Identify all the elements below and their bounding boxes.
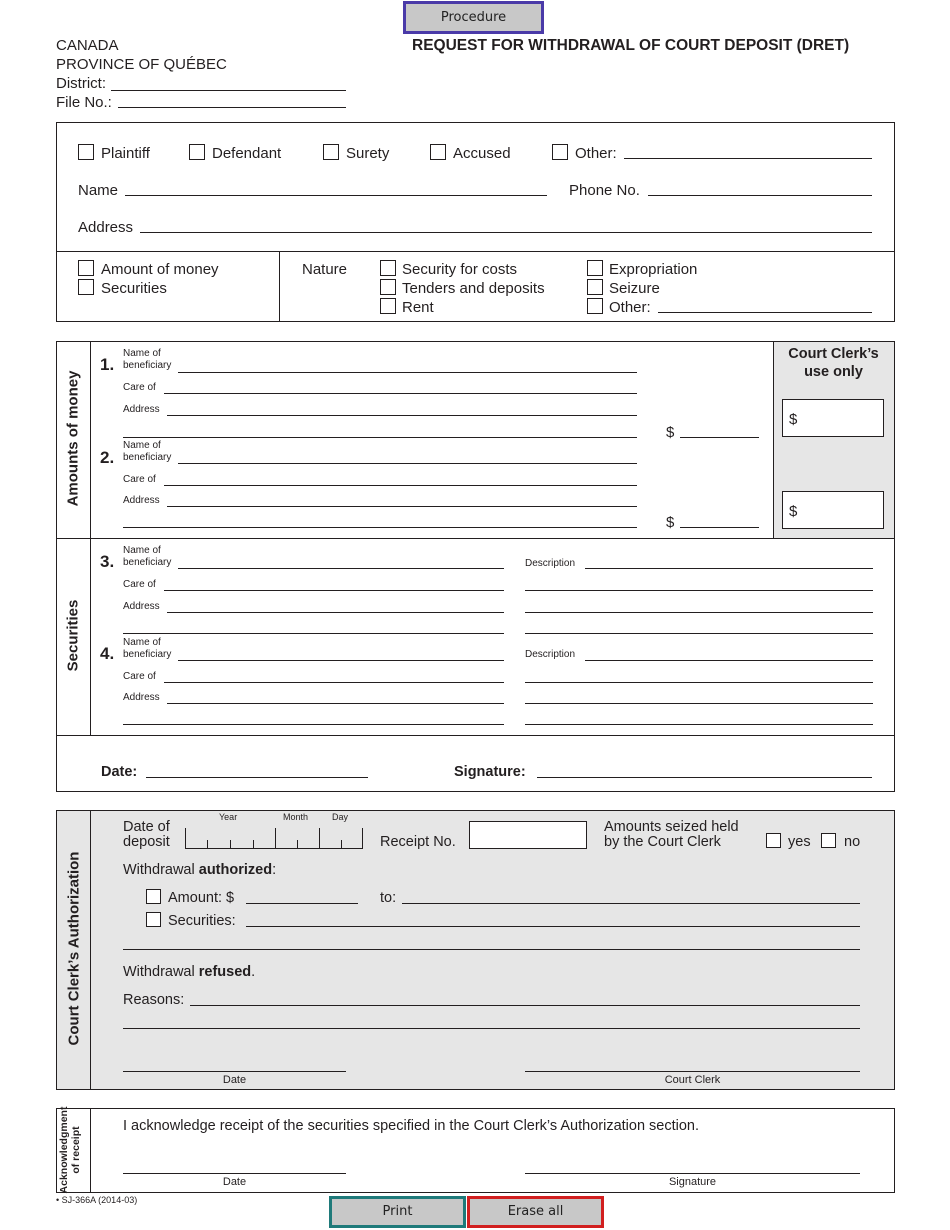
print-button[interactable]: Print — [329, 1196, 466, 1228]
description-4d-field[interactable] — [525, 724, 873, 725]
address-1b-field[interactable] — [123, 437, 637, 438]
year-label: Year — [219, 812, 238, 822]
beneficiary-1-field[interactable] — [178, 372, 637, 373]
care-of-4-field[interactable] — [164, 682, 504, 683]
withdrawal-refused-heading — [123, 964, 255, 980]
address-1-field[interactable] — [167, 415, 637, 416]
divider — [279, 251, 280, 321]
other-nature-checkbox[interactable] — [587, 298, 603, 314]
authorized-word: authorized — [198, 862, 273, 878]
withdrawal-word: Withdrawal — [123, 964, 199, 980]
divider — [207, 840, 208, 848]
address-4b-field[interactable] — [123, 724, 504, 725]
reasons-field[interactable] — [190, 1005, 860, 1006]
authorized-amount-field[interactable] — [246, 903, 358, 904]
securities-label: Securities — [101, 280, 167, 297]
file-no-label: File No.: — [56, 94, 112, 111]
procedure-button[interactable]: Procedure — [403, 1, 544, 34]
date-field[interactable] — [146, 777, 368, 778]
tenders-label: Tenders and deposits — [402, 280, 545, 297]
other-nature-label: Other: — [609, 299, 651, 316]
care-of-label: Care of — [123, 671, 156, 682]
address-3b-field[interactable] — [123, 633, 504, 634]
to-label: to: — [380, 890, 397, 906]
receipt-no-field[interactable] — [469, 821, 587, 849]
ack-signature-label: Signature — [668, 1176, 717, 1188]
seized-no-checkbox[interactable] — [821, 833, 836, 848]
amount-label: Amount: $ — [168, 890, 235, 906]
securities-checkbox[interactable] — [78, 279, 94, 295]
description-4b-field[interactable] — [525, 682, 873, 683]
form-code: • SJ-366A (2014-03) — [56, 1195, 138, 1205]
dollar-sign: $ — [789, 503, 798, 520]
expropriation-label: Expropriation — [609, 261, 698, 278]
description-3c-field[interactable] — [525, 612, 873, 613]
address-label-small: Address — [123, 601, 160, 612]
care-of-2-field[interactable] — [164, 485, 637, 486]
clerk-date-label: Date — [222, 1074, 247, 1086]
no-label: no — [844, 834, 861, 850]
clerk-use-label-1: Court Clerk’s — [788, 346, 879, 362]
withdrawal-word: Withdrawal — [123, 862, 199, 878]
authorized-securities-checkbox[interactable] — [146, 912, 161, 927]
country-label: CANADA — [56, 37, 119, 54]
seizure-label: Seizure — [609, 280, 660, 297]
name-label: Name — [78, 182, 119, 199]
ack-label-2: of receipt — [70, 1126, 82, 1174]
nature-label: Nature — [302, 261, 348, 278]
phone-field[interactable] — [648, 195, 872, 196]
ack-date-field[interactable] — [123, 1173, 346, 1174]
day-label: Day — [332, 812, 349, 822]
amount-of-money-checkbox[interactable] — [78, 260, 94, 276]
entry-1-number: 1. — [100, 355, 115, 374]
divider — [185, 828, 186, 848]
receipt-no-label: Receipt No. — [380, 834, 456, 850]
description-3b-field[interactable] — [525, 590, 873, 591]
divider — [297, 840, 298, 848]
authorized-securities-field[interactable] — [246, 926, 860, 927]
authorized-securities-field-2[interactable] — [123, 949, 860, 950]
amount-1-field[interactable] — [680, 437, 759, 438]
deposit-date-field[interactable] — [185, 828, 363, 849]
period: . — [251, 964, 256, 980]
description-label: Description — [525, 649, 576, 660]
address-label-small: Address — [123, 692, 160, 703]
court-clerk-label: Court Clerk — [664, 1074, 721, 1086]
expropriation-checkbox[interactable] — [587, 260, 603, 276]
name-of-label: Name of — [123, 348, 161, 359]
beneficiary-3-field[interactable] — [178, 568, 504, 569]
divider — [56, 538, 895, 539]
clerk-signature-field[interactable] — [525, 1071, 860, 1072]
file-no-field[interactable] — [118, 107, 346, 108]
divider — [362, 828, 363, 848]
dollar-sign: $ — [666, 514, 675, 531]
accused-label: Accused — [453, 145, 511, 162]
clerk-authorization-label: Court Clerk’s Authorization — [65, 851, 83, 1046]
securities-section-label: Securities — [64, 599, 82, 672]
divider — [230, 840, 231, 848]
accused-checkbox[interactable] — [430, 144, 446, 160]
name-field[interactable] — [125, 195, 547, 196]
form-title: REQUEST FOR WITHDRAWAL OF COURT DEPOSIT (DRET) — [412, 37, 850, 54]
signature-field[interactable] — [537, 777, 872, 778]
divider — [341, 840, 342, 848]
description-label: Description — [525, 558, 576, 569]
divider — [275, 828, 276, 848]
description-4-field[interactable] — [585, 660, 873, 661]
other-party-label: Other: — [575, 145, 617, 162]
clerk-authorization-section — [56, 810, 895, 1090]
address-2b-field[interactable] — [123, 527, 637, 528]
address-label: Address — [78, 219, 134, 236]
plaintiff-label: Plaintiff — [101, 145, 150, 162]
tenders-checkbox[interactable] — [380, 279, 396, 295]
clerk-amount-2-field[interactable] — [782, 491, 884, 529]
divider — [90, 1108, 91, 1193]
amounts-seized-label-2: by the Court Clerk — [604, 834, 721, 850]
address-label-small: Address — [123, 404, 160, 415]
address-4-field[interactable] — [167, 703, 504, 704]
ack-signature-field[interactable] — [525, 1173, 860, 1174]
dollar-sign: $ — [789, 411, 798, 428]
divider — [253, 840, 254, 848]
defendant-checkbox[interactable] — [189, 144, 205, 160]
care-of-3-field[interactable] — [164, 590, 504, 591]
amounts-seized-label-1: Amounts seized held — [604, 819, 739, 835]
clerk-date-field[interactable] — [123, 1071, 346, 1072]
reasons-field-2[interactable] — [123, 1028, 860, 1029]
security-for-costs-label: Security for costs — [402, 261, 518, 278]
authorized-to-field[interactable] — [402, 903, 860, 904]
divider — [319, 828, 320, 848]
care-of-label: Care of — [123, 474, 156, 485]
beneficiary-label: beneficiary — [123, 557, 172, 568]
securities-auth-label: Securities: — [168, 913, 236, 929]
description-4c-field[interactable] — [525, 703, 873, 704]
acknowledgment-label — [58, 1100, 88, 1200]
reasons-label: Reasons: — [123, 992, 185, 1008]
phone-label: Phone No. — [569, 182, 640, 199]
name-of-label: Name of — [123, 440, 161, 451]
surety-label: Surety — [346, 145, 390, 162]
care-of-label: Care of — [123, 579, 156, 590]
name-of-label: Name of — [123, 637, 161, 648]
other-party-checkbox[interactable] — [552, 144, 568, 160]
refused-word: refused — [198, 964, 252, 980]
description-3d-field[interactable] — [525, 633, 873, 634]
deposit-label: deposit — [123, 834, 170, 850]
entry-2-number: 2. — [100, 448, 115, 467]
divider — [56, 251, 895, 252]
date-label: Date: — [101, 764, 138, 780]
beneficiary-label: beneficiary — [123, 452, 172, 463]
ack-label-1: Acknowledgment — [58, 1106, 70, 1194]
rent-label: Rent — [402, 299, 434, 316]
withdrawal-authorized-heading — [123, 862, 276, 878]
care-of-label: Care of — [123, 382, 156, 393]
colon: : — [272, 862, 277, 878]
other-party-field[interactable] — [624, 158, 872, 159]
clerk-amount-1-field[interactable] — [782, 399, 884, 437]
divider — [185, 848, 363, 849]
seizure-checkbox[interactable] — [587, 279, 603, 295]
beneficiary-4-field[interactable] — [178, 660, 504, 661]
erase-all-button[interactable]: Erase all — [467, 1196, 604, 1228]
amounts-section-label: Amounts of money — [64, 370, 82, 507]
clerk-use-label-2: use only — [804, 364, 863, 380]
entry-3-number: 3. — [100, 552, 115, 571]
ack-date-label: Date — [222, 1176, 247, 1188]
date-of-label: Date of — [123, 819, 170, 835]
security-for-costs-checkbox[interactable] — [380, 260, 396, 276]
address-3-field[interactable] — [167, 612, 504, 613]
yes-label: yes — [788, 834, 811, 850]
address-field[interactable] — [140, 232, 872, 233]
description-3-field[interactable] — [585, 568, 873, 569]
district-label: District: — [56, 75, 106, 92]
province-label: PROVINCE OF QUÉBEC — [56, 56, 227, 73]
signature-label: Signature: — [454, 764, 526, 780]
plaintiff-checkbox[interactable] — [78, 144, 94, 160]
beneficiary-2-field[interactable] — [178, 463, 637, 464]
name-of-label: Name of — [123, 545, 161, 556]
dollar-sign: $ — [666, 424, 675, 441]
defendant-label: Defendant — [212, 145, 282, 162]
address-2-field[interactable] — [167, 506, 637, 507]
care-of-1-field[interactable] — [164, 393, 637, 394]
address-label-small: Address — [123, 495, 160, 506]
district-field[interactable] — [111, 90, 346, 91]
month-label: Month — [283, 812, 309, 822]
divider — [90, 810, 91, 1090]
authorized-amount-checkbox[interactable] — [146, 889, 161, 904]
beneficiary-label: beneficiary — [123, 649, 172, 660]
amount-2-field[interactable] — [680, 527, 759, 528]
other-nature-field[interactable] — [658, 312, 872, 313]
surety-checkbox[interactable] — [323, 144, 339, 160]
entry-4-number: 4. — [100, 644, 115, 663]
divider — [56, 735, 895, 736]
beneficiary-label: beneficiary — [123, 360, 172, 371]
amount-of-money-label: Amount of money — [101, 261, 219, 278]
acknowledgment-text: I acknowledge receipt of the securities specified in the Court Clerk’s Authorization section. — [123, 1118, 700, 1134]
rent-checkbox[interactable] — [380, 298, 396, 314]
seized-yes-checkbox[interactable] — [766, 833, 781, 848]
